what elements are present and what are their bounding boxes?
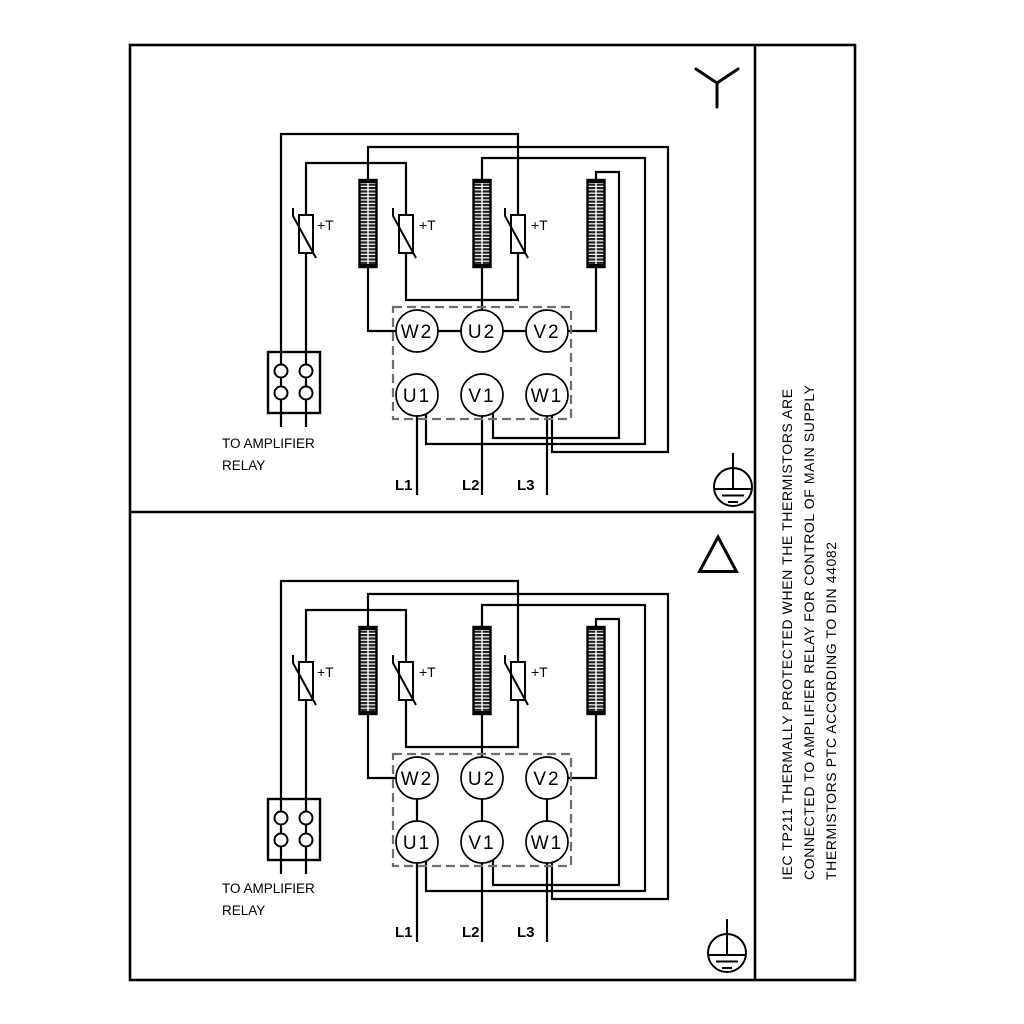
thermistor-label: +T <box>419 664 436 680</box>
supply-label-l1: L1 <box>395 924 413 941</box>
terminal-label-w1: W1 <box>530 833 564 854</box>
protective-earth-ground-icon <box>708 919 746 972</box>
supply-label-l3: L3 <box>517 477 535 494</box>
terminal-label-w2: W2 <box>400 322 434 343</box>
thermistor-label: +T <box>531 664 548 680</box>
terminal-label-v1: V1 <box>468 833 496 854</box>
star-panel <box>222 69 752 506</box>
thermistor-label: +T <box>317 217 334 233</box>
thermistor-label: +T <box>419 217 436 233</box>
side-note-line3: THERMISTORS PTC ACCORDING TO DIN 44082 <box>823 541 839 880</box>
terminal-label-u2: U2 <box>467 322 497 343</box>
terminal-label-u2: U2 <box>467 769 497 790</box>
delta-bridge-links <box>417 799 547 821</box>
delta-panel <box>222 537 746 972</box>
protective-earth-ground-icon <box>714 453 752 506</box>
delta-panel-graphics <box>268 581 668 942</box>
terminal-label-u1: U1 <box>402 386 432 407</box>
terminal-label-w2: W2 <box>400 769 434 790</box>
relay-note-line2: RELAY <box>222 458 266 473</box>
star-panel-graphics <box>268 134 668 495</box>
terminal-label-v1: V1 <box>468 386 496 407</box>
delta-connection-icon <box>700 537 737 572</box>
terminal-label-u1: U1 <box>402 833 432 854</box>
supply-label-l2: L2 <box>462 924 480 941</box>
side-note-line2: CONNECTED TO AMPLIFIER RELAY FOR CONTROL OF MAIN SUPPLY <box>801 384 817 880</box>
supply-label-l1: L1 <box>395 477 413 494</box>
terminal-label-v2: V2 <box>533 322 561 343</box>
relay-note-line1: TO AMPLIFIER <box>222 881 315 896</box>
supply-label-l3: L3 <box>517 924 535 941</box>
side-note <box>779 384 839 880</box>
supply-label-l2: L2 <box>462 477 480 494</box>
star-connection-icon <box>696 69 738 107</box>
relay-note-line2: RELAY <box>222 903 266 918</box>
side-note-line1: IEC TP211 THERMALLY PROTECTED WHEN THE THERMISTORS ARE <box>779 388 795 880</box>
terminal-label-w1: W1 <box>530 386 564 407</box>
thermistor-label: +T <box>531 217 548 233</box>
thermistor-label: +T <box>317 664 334 680</box>
terminal-label-v2: V2 <box>533 769 561 790</box>
relay-note-line1: TO AMPLIFIER <box>222 436 315 451</box>
